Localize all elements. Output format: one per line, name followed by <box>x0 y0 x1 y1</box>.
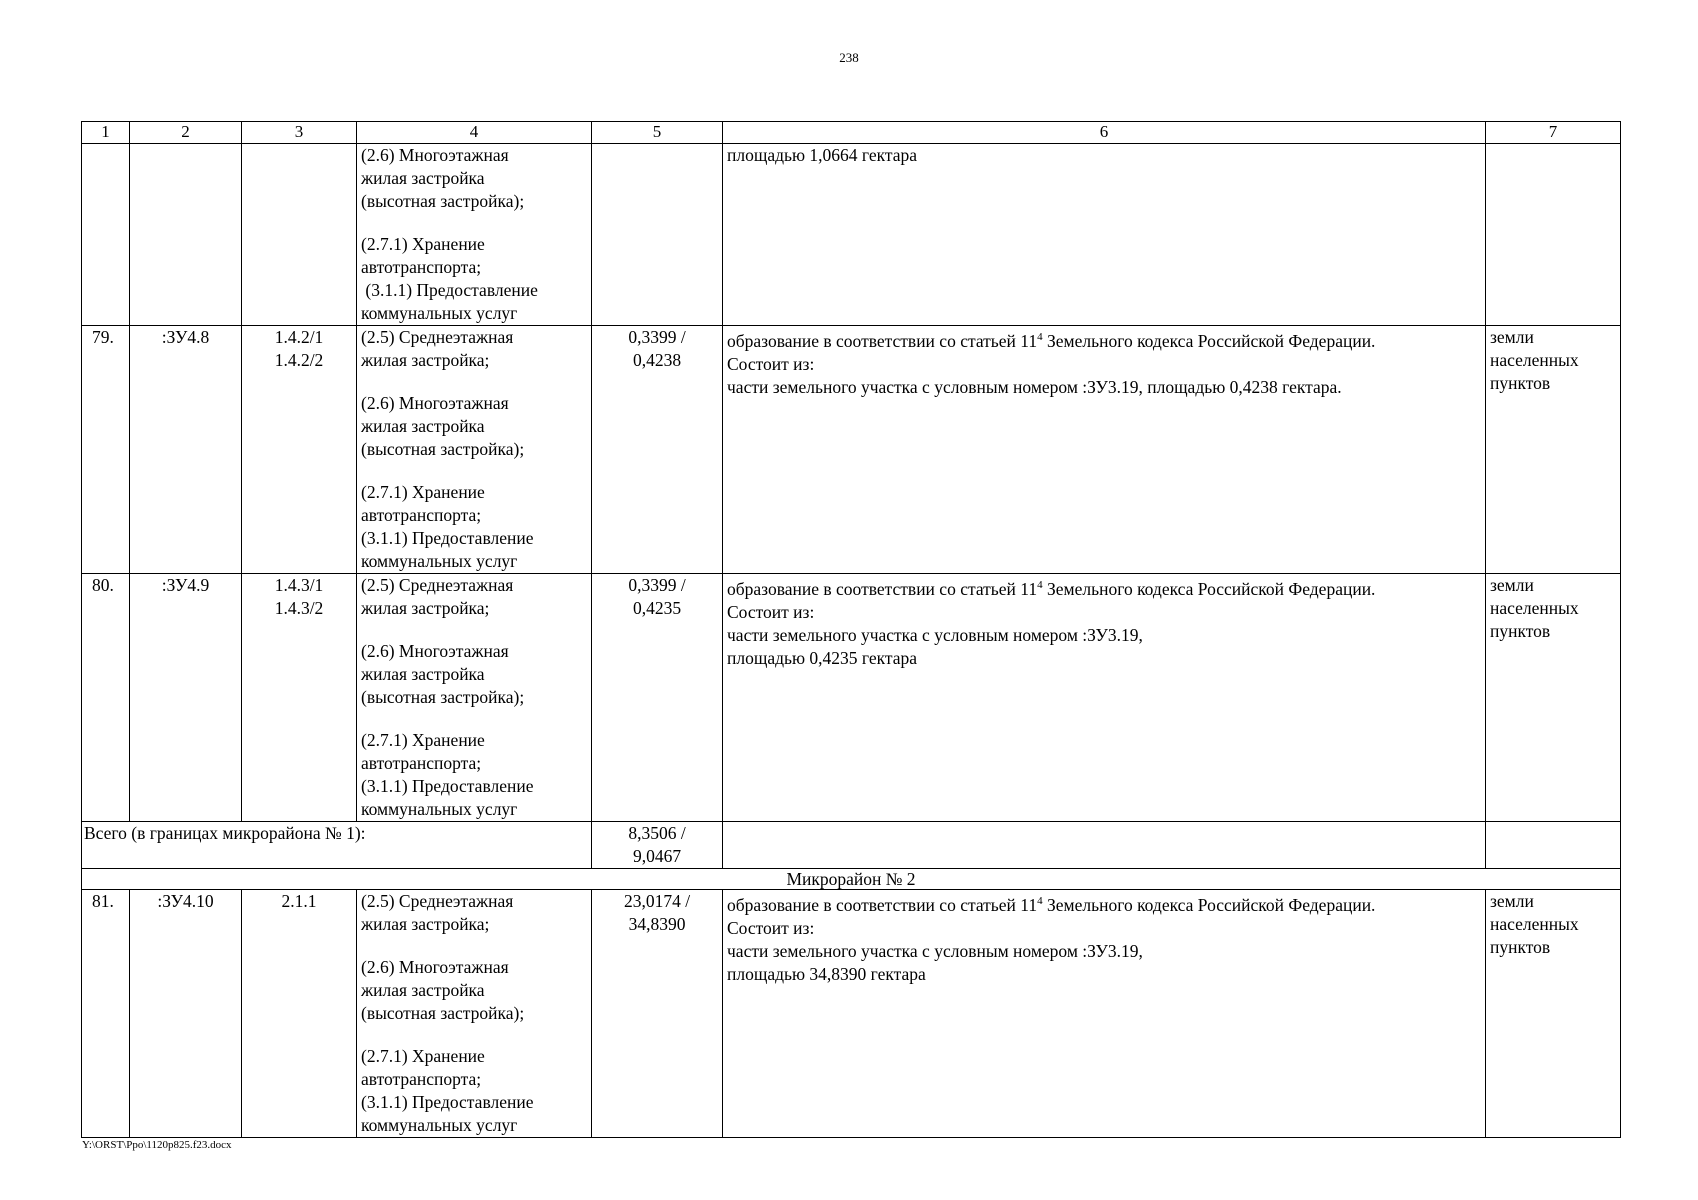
use-line: (3.1.1) Предоставление <box>361 776 534 796</box>
category-line: земли <box>1490 575 1534 595</box>
header-cell: 4 <box>357 122 592 144</box>
use-line: коммунальных услуг <box>361 1115 518 1135</box>
cell-category <box>1486 574 1621 822</box>
cell-category <box>1486 822 1621 869</box>
use-line: (2.6) Многоэтажная <box>361 393 509 413</box>
category-line: населенных <box>1490 350 1579 370</box>
cell-zone <box>242 574 357 822</box>
use-line: коммунальных услуг <box>361 303 518 323</box>
header-cell: 1 <box>82 122 130 144</box>
use-line: автотранспорта; <box>361 1069 482 1089</box>
use-line: жилая застройка <box>361 980 485 1000</box>
cell-description <box>723 574 1486 822</box>
cell-number: 79. <box>82 326 130 574</box>
cell-category <box>1486 890 1621 1138</box>
use-line: автотранспорта; <box>361 505 482 525</box>
use-line: (2.5) Среднеэтажная <box>361 327 514 347</box>
use-line: (3.1.1) Предоставление <box>361 280 538 300</box>
use-line: (2.6) Многоэтажная <box>361 957 509 977</box>
description-line: Состоит из: <box>727 601 815 622</box>
use-line: (высотная застройка); <box>361 1003 525 1023</box>
use-line: автотранспорта; <box>361 257 482 277</box>
cell-category <box>1486 144 1621 326</box>
use-line: (2.6) Многоэтажная <box>361 641 509 661</box>
description-line: образование в соответствии со статьей $11^4$ Земельного кодекса Российской Федерации. <box>727 894 1376 915</box>
zone-line: 1.4.2/1 <box>274 327 324 347</box>
area-line: 0,3399 / <box>628 327 686 347</box>
area-line: 0,4238 <box>632 350 682 370</box>
description-line: части земельного участка с условным номером :ЗУ3.19, <box>727 940 1143 961</box>
use-line: коммунальных услуг <box>361 551 518 571</box>
category-line: населенных <box>1490 598 1579 618</box>
description-line: площадью 0,4235 гектара <box>727 647 918 668</box>
cell-permitted-use <box>357 574 592 822</box>
description-line: Состоит из: <box>727 917 815 938</box>
table-row <box>82 326 1621 574</box>
cell-area <box>592 144 723 326</box>
cell-code: :ЗУ4.9 <box>130 574 242 822</box>
section-title: Микрорайон № 2 <box>82 869 1621 890</box>
zone-line: 2.1.1 <box>281 891 317 911</box>
use-line: (2.7.1) Хранение <box>361 234 485 254</box>
total-area <box>592 822 723 869</box>
use-line: (2.5) Среднеэтажная <box>361 575 514 595</box>
cell-description <box>723 890 1486 1138</box>
use-line: (2.7.1) Хранение <box>361 1046 485 1066</box>
use-line: жилая застройка; <box>361 914 490 934</box>
use-line: (высотная застройка); <box>361 687 525 707</box>
area-line: 0,3399 / <box>628 575 686 595</box>
zone-line: 1.4.3/2 <box>274 598 324 618</box>
table-row-total <box>82 822 1621 869</box>
description-line: образование в соответствии со статьей $11^4$ Земельного кодекса Российской Федерации. <box>727 578 1376 599</box>
table-row <box>82 890 1621 1138</box>
zone-line: 1.4.2/2 <box>274 350 324 370</box>
use-line: жилая застройка; <box>361 350 490 370</box>
cell-code <box>130 144 242 326</box>
cell-area <box>592 890 723 1138</box>
header-cell: 2 <box>130 122 242 144</box>
category-line: земли <box>1490 327 1534 347</box>
cell-zone <box>242 326 357 574</box>
cell-number: 81. <box>82 890 130 1138</box>
cell-area <box>592 574 723 822</box>
total-label: Всего (в границах микрорайона № 1): <box>82 822 592 869</box>
section-row <box>82 869 1621 890</box>
use-line: жилая застройка <box>361 416 485 436</box>
zone-line: 1.4.3/1 <box>274 575 324 595</box>
use-line: жилая застройка; <box>361 598 490 618</box>
cell-number: 80. <box>82 574 130 822</box>
cell-permitted-use <box>357 890 592 1138</box>
area-line: 23,0174 / <box>623 891 691 911</box>
description-line: площадью 34,8390 гектара <box>727 963 926 984</box>
cell-code: :ЗУ4.10 <box>130 890 242 1138</box>
use-line: (2.7.1) Хранение <box>361 482 485 502</box>
cell-code: :ЗУ4.8 <box>130 326 242 574</box>
area-line: 34,8390 <box>628 914 686 934</box>
table-row <box>82 574 1621 822</box>
use-line: коммунальных услуг <box>361 799 518 819</box>
cell-zone <box>242 144 357 326</box>
description-line: Состоит из: <box>727 353 815 374</box>
category-line: земли <box>1490 891 1534 911</box>
use-line: (2.6) Многоэтажная <box>361 145 509 165</box>
use-line: жилая застройка <box>361 664 485 684</box>
cell-zone <box>242 890 357 1138</box>
cell-number <box>82 144 130 326</box>
use-line: (3.1.1) Предоставление <box>361 1092 534 1112</box>
description-line: части земельного участка с условным номером :ЗУ3.19, <box>727 624 1143 645</box>
use-line: (2.7.1) Хранение <box>361 730 485 750</box>
use-line: (3.1.1) Предоставление <box>361 528 534 548</box>
category-line: пунктов <box>1490 373 1551 393</box>
land-plots-table <box>81 121 1621 1138</box>
header-cell: 6 <box>723 122 1486 144</box>
cell-area <box>592 326 723 574</box>
header-cell: 5 <box>592 122 723 144</box>
cell-permitted-use <box>357 144 592 326</box>
footer-file-path: Y:\ORST\Ppo\1120p825.f23.docx <box>82 1139 232 1151</box>
description-line: образование в соответствии со статьей $11^4$ Земельного кодекса Российской Федерации. <box>727 330 1376 351</box>
category-line: пунктов <box>1490 621 1551 641</box>
cell-description <box>723 822 1486 869</box>
area-line: 8,3506 / <box>628 823 686 843</box>
cell-category <box>1486 326 1621 574</box>
header-cell: 7 <box>1486 122 1621 144</box>
use-line: автотранспорта; <box>361 753 482 773</box>
area-line: 9,0467 <box>632 846 682 866</box>
description-line: части земельного участка с условным номером :ЗУ3.19, площадью 0,4238 гектара. <box>727 376 1342 397</box>
use-line: (2.5) Среднеэтажная <box>361 891 514 911</box>
area-line: 0,4235 <box>632 598 682 618</box>
cell-permitted-use <box>357 326 592 574</box>
use-line: жилая застройка <box>361 168 485 188</box>
category-line: пунктов <box>1490 937 1551 957</box>
cell-description <box>723 326 1486 574</box>
table-header-row <box>82 122 1621 144</box>
use-line: (высотная застройка); <box>361 191 525 211</box>
table-row-continued <box>82 144 1621 326</box>
category-line: населенных <box>1490 914 1579 934</box>
header-cell: 3 <box>242 122 357 144</box>
cell-description: площадью 1,0664 гектара <box>723 144 1486 326</box>
use-line: (высотная застройка); <box>361 439 525 459</box>
page-number: 238 <box>839 50 859 65</box>
